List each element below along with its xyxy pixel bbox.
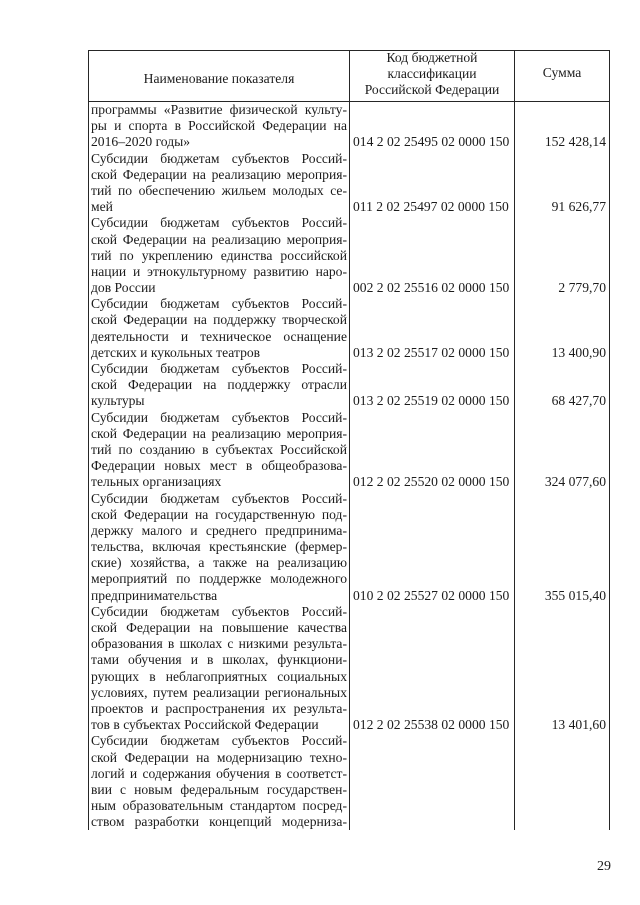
indicator-name-line: Субсидии бюджетам субъектов Россий- [91, 603, 347, 619]
indicator-name-line: мей [91, 199, 113, 215]
indicator-name-line: Субсидии бюджетам субъектов Россий- [91, 215, 347, 231]
indicator-name-line: тельных организациях [91, 474, 222, 490]
indicator-name-line: рующих в неблагоприятных социальных [91, 668, 347, 684]
table-row [89, 296, 610, 361]
indicator-name-line: ской Федерации на поддержку творческой [91, 312, 347, 328]
table-row [89, 491, 610, 604]
indicator-name-line: тами обучения и в школах, функциони- [91, 652, 347, 668]
indicator-name-line: тий по обеспечению жильем молодых се- [91, 182, 347, 198]
header-indicator-name: Наименование показателя [89, 51, 350, 102]
indicator-name-line: мероприятий по поддержке молодежного [91, 571, 347, 587]
table-row [89, 733, 610, 830]
indicator-name-line: ской Федерации на реализацию мероприя- [91, 231, 347, 247]
page-number: 29 [597, 859, 611, 874]
table-row [89, 151, 610, 216]
budget-classification-code: 013 2 02 25519 02 0000 150 [350, 361, 515, 410]
budget-classification-code [350, 733, 515, 830]
budget-classification-code: 012 2 02 25538 02 0000 150 [350, 604, 515, 734]
indicator-name-line: нации и этнокультурному развитию наро- [91, 263, 347, 279]
indicator-name-cell [89, 151, 350, 216]
amount: 355 015,40 [515, 491, 610, 604]
indicator-name-line: программы «Развитие физической культу- [91, 102, 347, 117]
indicator-name-line: Субсидии бюджетам субъектов Россий- [91, 296, 347, 312]
budget-classification-code: 011 2 02 25497 02 0000 150 [350, 151, 515, 216]
budget-classification-code: 010 2 02 25527 02 0000 150 [350, 491, 515, 604]
amount: 152 428,14 [515, 102, 610, 151]
table-row [89, 215, 610, 296]
indicator-name-line: тов в субъектах Российской Федерации [91, 717, 319, 733]
indicator-name-line: предпринимательства [91, 587, 218, 603]
table-row [89, 361, 610, 410]
indicator-name-line: ской Федерации на поддержку отрасли [91, 377, 347, 393]
indicator-name-cell [89, 733, 350, 830]
amount [515, 733, 610, 830]
indicator-name-line: детских и кукольных театров [91, 344, 261, 360]
indicator-name-cell [89, 361, 350, 410]
table-header [89, 51, 610, 102]
indicator-name-line: ры и спорта в Российской Федерации на [91, 118, 347, 134]
header-budget-code-line: Российской Федерации [364, 82, 500, 97]
budget-classification-code: 014 2 02 25495 02 0000 150 [350, 102, 515, 151]
indicator-name-line: Субсидии бюджетам субъектов Россий- [91, 361, 347, 376]
header-budget-code-line: Код бюджетной [386, 50, 478, 65]
indicator-name-line: ской Федерации на государственную под- [91, 506, 347, 522]
amount: 68 427,70 [515, 361, 610, 410]
indicator-name-line: ские) хозяйства, а также на реализацию [91, 555, 347, 571]
table-body [89, 102, 610, 831]
indicator-name-cell [89, 491, 350, 604]
indicator-name-line: логий и содержания обучения в соответст- [91, 765, 347, 781]
indicator-name-line: держку малого и среднего предпринима- [91, 522, 347, 538]
indicator-name-line: проектов и распространения их результа- [91, 700, 347, 716]
indicator-name-cell [89, 102, 350, 151]
indicator-name-line: Субсидии бюджетам субъектов Россий- [91, 733, 347, 749]
indicator-name-line: 2016–2020 годы» [91, 134, 191, 150]
indicator-name-line: деятельности и техническое оснащение [91, 328, 347, 344]
indicator-name-line: дов России [91, 280, 156, 296]
indicator-name-line: ным образовательным стандартом посред- [91, 798, 347, 814]
indicator-name-line: тий по созданию в субъектах Российской [91, 441, 347, 457]
indicator-name-cell [89, 215, 350, 296]
amount: 2 779,70 [515, 215, 610, 296]
table-row [89, 410, 610, 491]
indicator-name-line: ской Федерации на модернизацию техно- [91, 749, 347, 765]
header-budget-code [350, 51, 515, 102]
indicator-name-line: Субсидии бюджетам субъектов Россий- [91, 490, 347, 506]
amount: 324 077,60 [515, 410, 610, 491]
indicator-name-line: ством разработки концепций модерниза- [91, 814, 347, 830]
header-budget-code-line: классификации [387, 66, 477, 81]
budget-classification-code: 013 2 02 25517 02 0000 150 [350, 296, 515, 361]
budget-table [88, 50, 610, 830]
indicator-name-cell [89, 296, 350, 361]
indicator-name-line: ской Федерации на повышение качества [91, 620, 347, 635]
amount: 91 626,77 [515, 151, 610, 216]
indicator-name-cell [89, 604, 350, 734]
indicator-name-line: Субсидии бюджетам субъектов Россий- [91, 150, 347, 166]
indicator-name-cell [89, 410, 350, 491]
header-row [89, 51, 610, 102]
table-row [89, 604, 610, 734]
indicator-name-line: культуры [91, 393, 145, 409]
indicator-name-line: тий по укреплению единства российской [91, 247, 347, 263]
indicator-name-line: Субсидии бюджетам субъектов Россий- [91, 409, 347, 425]
indicator-name-line: тельства, включая крестьянские (фермер- [91, 539, 347, 555]
budget-classification-code: 012 2 02 25520 02 0000 150 [350, 410, 515, 491]
indicator-name-line: условиях, путем реализации региональных [91, 684, 347, 700]
indicator-name-line: Федерации новых мест в общеобразова- [91, 458, 347, 474]
indicator-name-line: вии с новым федеральным государствен- [91, 781, 347, 797]
header-amount: Сумма [515, 51, 610, 102]
amount: 13 400,90 [515, 296, 610, 361]
indicator-name-line: образования в школах с низкими результа- [91, 636, 347, 652]
indicator-name-line: ской Федерации на реализацию мероприя- [91, 166, 347, 182]
indicator-name-line: ской Федерации на реализацию мероприя- [91, 425, 347, 441]
budget-classification-code: 002 2 02 25516 02 0000 150 [350, 215, 515, 296]
table-row [89, 102, 610, 151]
amount: 13 401,60 [515, 604, 610, 734]
